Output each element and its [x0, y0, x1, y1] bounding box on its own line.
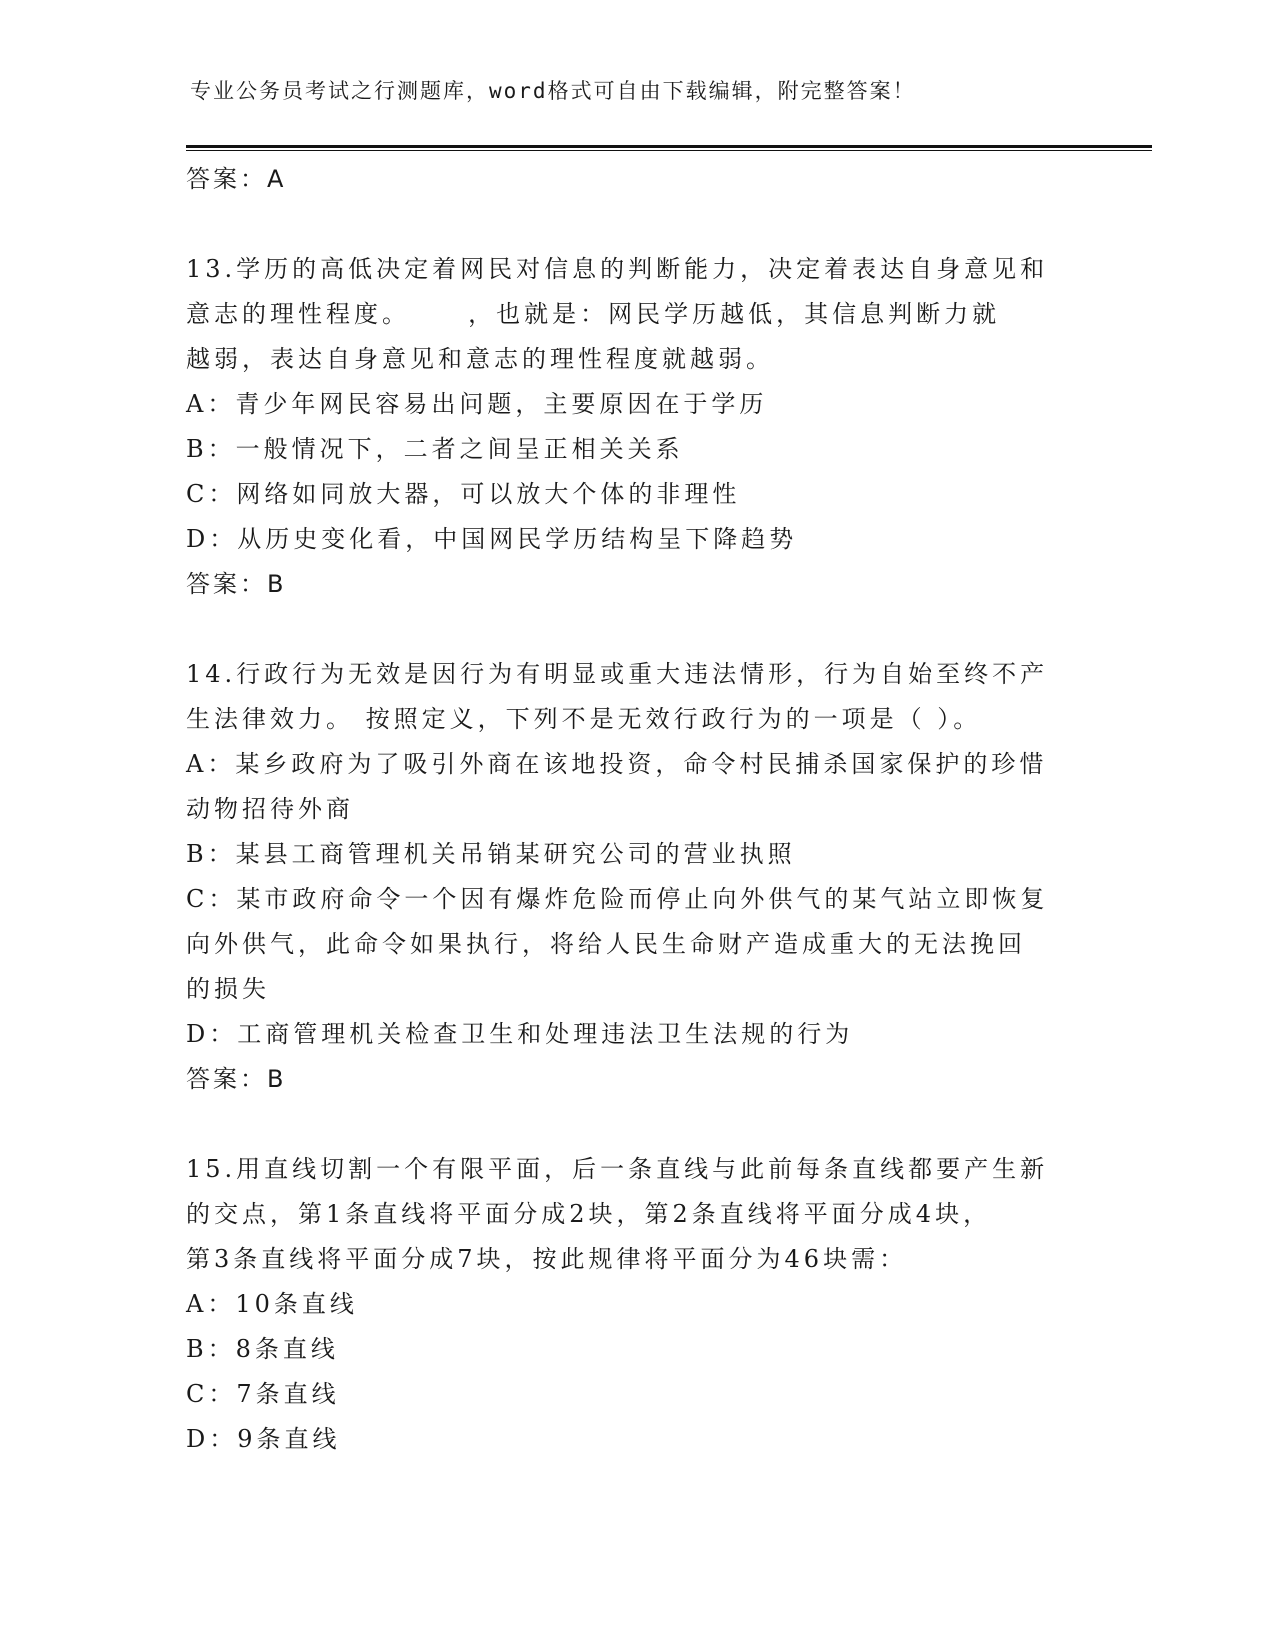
question-14 [186, 652, 1086, 1102]
page-header: 专业公务员考试之行测题库，word格式可自由下载编辑，附完整答案！ [190, 79, 916, 103]
spacer [186, 202, 1086, 247]
option-c: C：7条直线 [186, 1380, 340, 1408]
header-divider-thick [186, 145, 1152, 148]
question-stem-line: 的交点，第1条直线将平面分成2块，第2条直线将平面分成4块， [186, 1200, 992, 1228]
document-body [186, 157, 1086, 1462]
question-stem-line: 越弱，表达自身意见和意志的理性程度就越弱。 [186, 345, 774, 373]
question-stem-line: 14.行政行为无效是因行为有明显或重大违法情形，行为自始至终不产 [186, 660, 1049, 688]
option-d: D：工商管理机关检查卫生和处理违法卫生法规的行为 [186, 1020, 854, 1048]
option-c-cont: 向外供气，此命令如果执行，将给人民生命财产造成重大的无法挽回 [186, 930, 1026, 958]
question-stem-line: 意志的理性程度。 ，也就是：网民学历越低，其信息判断力就 [186, 300, 1001, 328]
question-stem-line: 第3条直线将平面分成7块，按此规律将平面分为46块需： [186, 1245, 908, 1273]
question-stem-line: 15.用直线切割一个有限平面，后一条直线与此前每条直线都要产生新 [186, 1155, 1049, 1183]
option-b: B：8条直线 [186, 1335, 339, 1363]
option-c: C：网络如同放大器，可以放大个体的非理性 [186, 480, 741, 508]
option-a-cont: 动物招待外商 [186, 795, 354, 823]
question-15 [186, 1147, 1086, 1462]
question-stem-line: 生法律效力。 按照定义，下列不是无效行政行为的一项是（ ）。 [186, 705, 982, 733]
option-c: C：某市政府命令一个因有爆炸危险而停止向外供气的某气站立即恢复 [186, 885, 1049, 913]
option-a: A：青少年网民容易出问题，主要原因在于学历 [186, 390, 768, 418]
option-b: B：一般情况下，二者之间呈正相关关系 [186, 435, 684, 463]
option-a: A：某乡政府为了吸引外商在该地投资，命令村民捕杀国家保护的珍惜 [186, 750, 1048, 778]
header-divider-thin [186, 150, 1152, 151]
option-a: A：10条直线 [186, 1290, 358, 1318]
spacer [186, 1102, 1086, 1147]
option-d: D：9条直线 [186, 1425, 341, 1453]
option-c-cont: 的损失 [186, 975, 270, 1003]
answer-13: 答案：B [186, 570, 287, 598]
question-13 [186, 247, 1086, 607]
answer-14: 答案：B [186, 1065, 287, 1093]
option-b: B：某县工商管理机关吊销某研究公司的营业执照 [186, 840, 796, 868]
answer-prev: 答案：A [186, 165, 287, 193]
question-stem-line: 13.学历的高低决定着网民对信息的判断能力，决定着表达自身意见和 [186, 255, 1049, 283]
spacer [186, 607, 1086, 652]
option-d: D：从历史变化看，中国网民学历结构呈下降趋势 [186, 525, 798, 553]
